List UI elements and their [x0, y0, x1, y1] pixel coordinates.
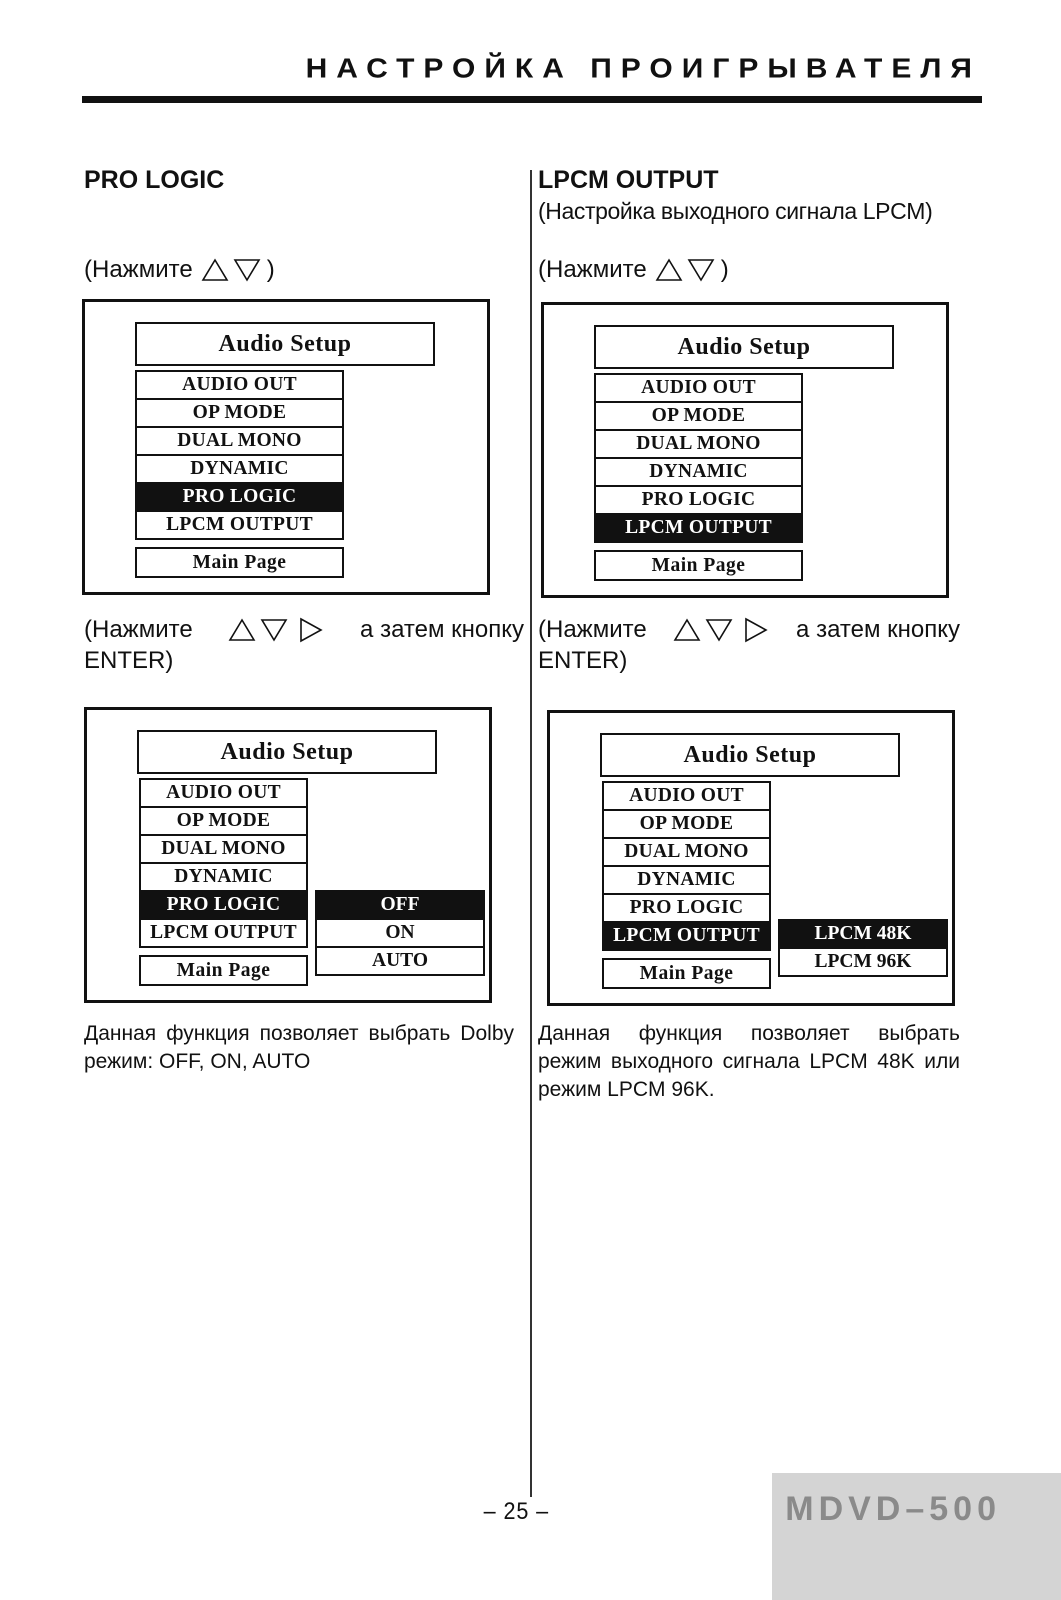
menu-item-audio-out[interactable]: AUDIO OUT [596, 375, 801, 403]
instruction-line2: ENTER) [84, 647, 174, 674]
main-page-button[interactable]: Main Page [139, 955, 308, 986]
menu-item-lpcm-output[interactable]: LPCM OUTPUT [604, 923, 769, 949]
right-arrow-icon [743, 617, 769, 643]
option-auto[interactable]: AUTO [372, 950, 428, 971]
option-lpcm-48k[interactable]: LPCM 48K [780, 921, 946, 949]
description: Данная функция позволяет выбрать режим выходного сигнала LPCM 48K или режим LPCM 96K. [538, 1022, 960, 1101]
menu-item-op-mode[interactable]: OP MODE [141, 808, 306, 836]
up-arrow-icon [228, 618, 256, 642]
menu-item-op-mode[interactable]: OP MODE [137, 400, 342, 428]
menu-item-pro-logic[interactable]: PRO LOGIC [137, 484, 342, 512]
instruction-enter [84, 614, 524, 676]
instruction-line2: ENTER) [538, 647, 628, 674]
header-rule [82, 96, 982, 103]
instruction-text: (Нажмите [538, 256, 647, 283]
lpcm-options [778, 919, 948, 977]
osd-screen-lpcm-1 [541, 302, 949, 598]
main-page-button[interactable]: Main Page [602, 958, 771, 989]
menu-item-dynamic[interactable]: DYNAMIC [137, 456, 342, 484]
osd-menu [602, 781, 771, 951]
osd-menu [135, 370, 344, 540]
down-arrow-icon [687, 258, 715, 282]
section-subtitle: (Настройка выходного сигнала LPCM) [538, 198, 933, 224]
osd-menu [594, 373, 803, 543]
arrow-icons [201, 258, 261, 282]
down-arrow-icon [260, 618, 288, 642]
osd-title: Audio Setup [594, 325, 894, 369]
menu-item-op-mode[interactable]: OP MODE [596, 403, 801, 431]
instruction-enter [538, 614, 960, 676]
description: Данная функция позволяет выбрать Dolby режим: OFF, ON, AUTO [84, 1022, 514, 1073]
menu-item-pro-logic[interactable]: PRO LOGIC [141, 892, 306, 920]
menu-item-lpcm-output[interactable]: LPCM OUTPUT [150, 922, 297, 943]
osd-menu [139, 778, 308, 948]
arrow-icons [655, 258, 715, 282]
up-arrow-icon [201, 258, 229, 282]
instruction-up-down [84, 256, 275, 284]
arrow-icons [228, 617, 324, 643]
osd-title: Audio Setup [600, 733, 900, 777]
menu-item-dynamic[interactable]: DYNAMIC [141, 864, 306, 892]
menu-item-audio-out[interactable]: AUDIO OUT [137, 372, 342, 400]
main-page-button[interactable]: Main Page [594, 550, 803, 581]
right-arrow-icon [298, 617, 324, 643]
up-arrow-icon [655, 258, 683, 282]
instruction-tail: а затем кнопку [360, 616, 524, 643]
section-title: LPCM OUTPUT [538, 166, 719, 194]
osd-screen-pro-logic-2 [84, 707, 492, 1003]
instruction-tail: а затем кнопку [796, 616, 960, 643]
instruction-up-down [538, 256, 729, 284]
option-on[interactable]: ON [317, 920, 483, 948]
instruction-text: (Нажмите [84, 616, 193, 643]
osd-screen-lpcm-2 [547, 710, 955, 1006]
instruction-text: (Нажмите [84, 256, 193, 283]
menu-item-pro-logic[interactable]: PRO LOGIC [604, 895, 769, 923]
osd-title: Audio Setup [137, 730, 437, 774]
menu-item-lpcm-output[interactable]: LPCM OUTPUT [596, 515, 801, 541]
menu-item-dual-mono[interactable]: DUAL MONO [604, 839, 769, 867]
page-header-title: НАСТРОЙКА ПРОИГРЫВАТЕЛЯ [305, 53, 981, 84]
menu-item-dynamic[interactable]: DYNAMIC [604, 867, 769, 895]
menu-item-dual-mono[interactable]: DUAL MONO [137, 428, 342, 456]
down-arrow-icon [705, 618, 733, 642]
osd-screen-pro-logic-1 [82, 299, 490, 595]
instruction-close: ) [720, 256, 729, 283]
pro-logic-options [315, 890, 485, 976]
menu-item-audio-out[interactable]: AUDIO OUT [604, 783, 769, 811]
menu-item-audio-out[interactable]: AUDIO OUT [141, 780, 306, 808]
menu-item-pro-logic[interactable]: PRO LOGIC [596, 487, 801, 515]
section-title: PRO LOGIC [84, 166, 225, 194]
arrow-icons [673, 617, 769, 643]
option-off[interactable]: OFF [317, 892, 483, 920]
menu-item-op-mode[interactable]: OP MODE [604, 811, 769, 839]
osd-title: Audio Setup [135, 322, 435, 366]
up-arrow-icon [673, 618, 701, 642]
menu-item-dynamic[interactable]: DYNAMIC [596, 459, 801, 487]
main-page-button[interactable]: Main Page [135, 547, 344, 578]
down-arrow-icon [233, 258, 261, 282]
menu-item-dual-mono[interactable]: DUAL MONO [141, 836, 306, 864]
page-number: – 25 – [483, 1498, 550, 1525]
instruction-close: ) [266, 256, 275, 283]
menu-item-lpcm-output[interactable]: LPCM OUTPUT [166, 514, 313, 535]
menu-item-dual-mono[interactable]: DUAL MONO [596, 431, 801, 459]
column-divider [530, 170, 532, 1497]
instruction-text: (Нажмите [538, 616, 647, 643]
option-lpcm-96k[interactable]: LPCM 96K [814, 951, 912, 972]
brand-model: MDVD–500 [785, 1490, 1001, 1528]
